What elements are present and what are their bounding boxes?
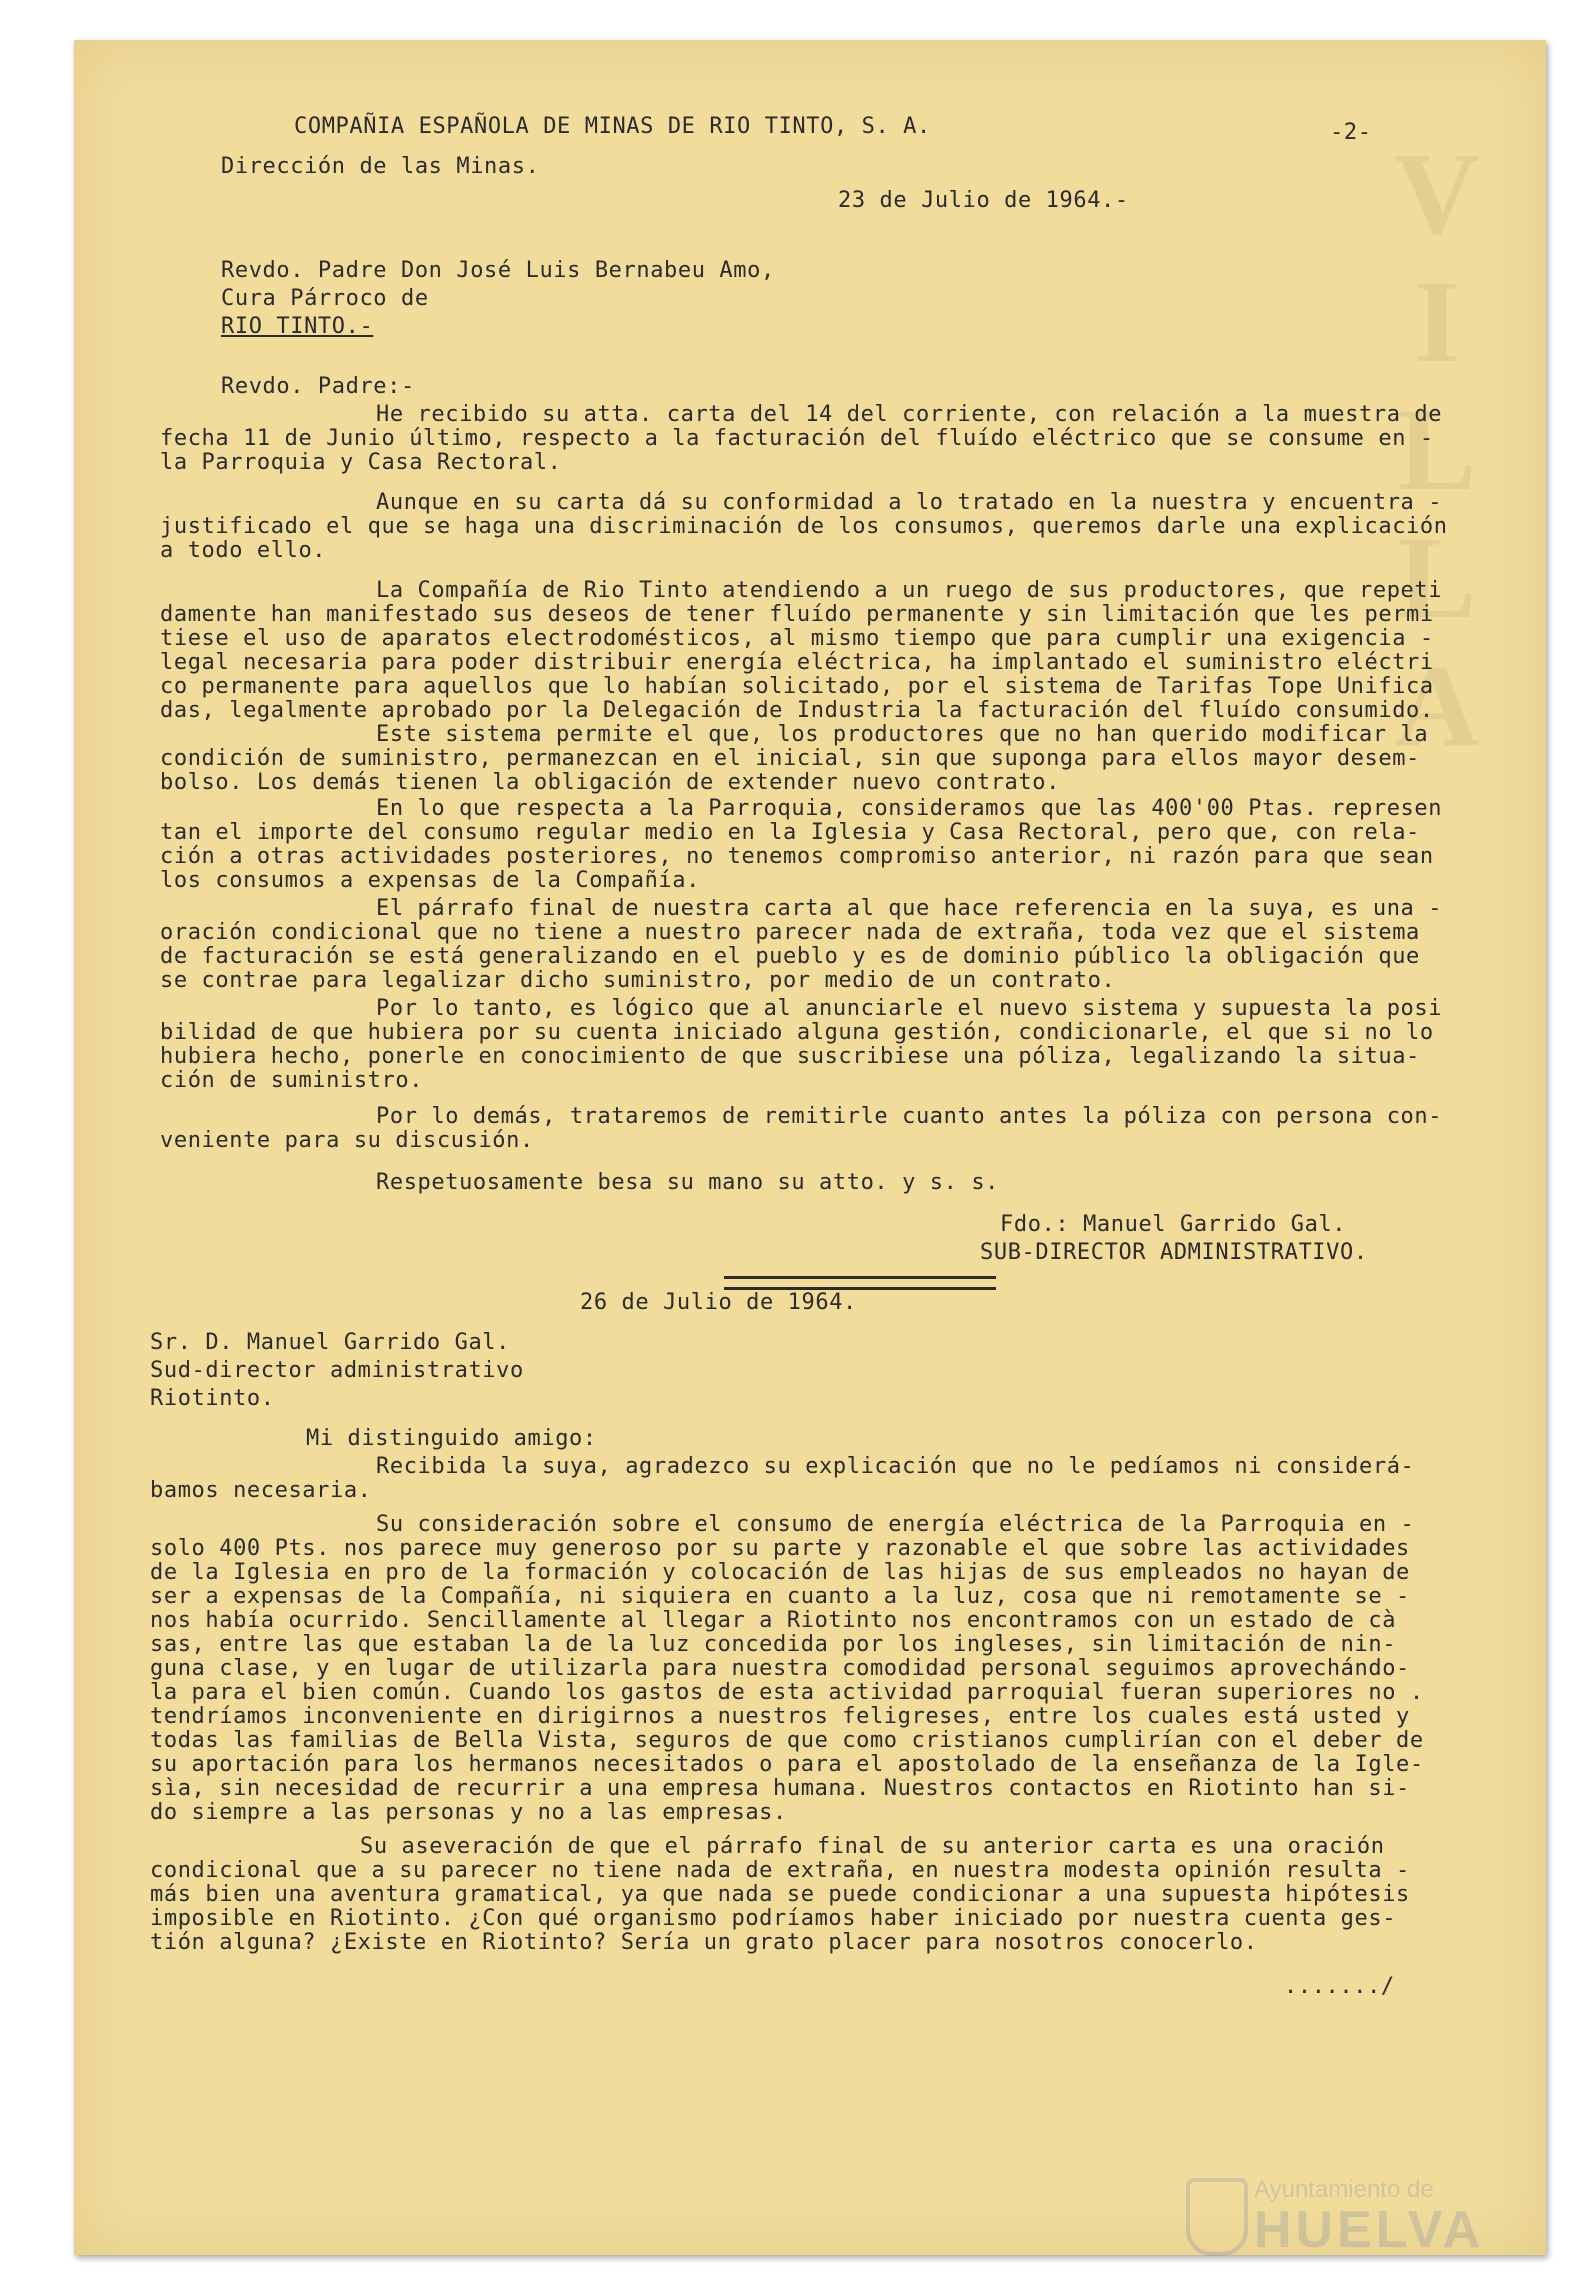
body-line: guna clase, y en lugar de utilizarla para nuestra comodidad personal seguimos aprovechándo- xyxy=(150,1656,1410,1681)
body-line: co permanente para aquellos que lo habían solicitado, por el sistema de Tarifas Tope Unifica xyxy=(160,674,1434,699)
letter1-salutation: Revdo. Padre:- xyxy=(221,374,415,399)
body-line: se contrae para legalizar dicho suministro, por medio de un contrato. xyxy=(160,968,1116,993)
body-line: nos había ocurrido. Sencillamente al llegar a Riotinto nos encontramos con un estado de cà xyxy=(150,1608,1397,1633)
body-line: bolso. Los demás tienen la obligación de extender nuevo contrato. xyxy=(160,770,1060,795)
body-line: imposible en Riotinto. ¿Con qué organismo podríamos haber iniciado por nuestra cuenta ges- xyxy=(150,1906,1397,1931)
body-line: En lo que respecta a la Parroquia, consideramos que las 400'00 Ptas. represen xyxy=(376,796,1443,821)
body-line: Por lo demás, trataremos de remitirle cuanto antes la póliza con persona con- xyxy=(376,1104,1443,1129)
body-line: do siempre a las personas y no a las empresas. xyxy=(150,1800,787,1825)
recipient-line: Cura Párroco de xyxy=(221,286,429,311)
body-line: fecha 11 de Junio último, respecto a la facturación del fluído eléctrico que se consume en - xyxy=(160,426,1434,451)
recipient-line: Sr. D. Manuel Garrido Gal. xyxy=(150,1330,510,1355)
bleed-through-lettering: V I L L A xyxy=(1394,128,1482,771)
signature-name: Fdo.: Manuel Garrido Gal. xyxy=(1000,1212,1347,1237)
recipient-line: RIO TINTO.- xyxy=(221,314,374,339)
body-line: bilidad de que hubiera por su cuenta iniciado alguna gestión, condicionarle, el que si no lo xyxy=(160,1020,1434,1045)
body-line: bamos necesaria. xyxy=(150,1478,372,1503)
letter1-date: 23 de Julio de 1964.- xyxy=(838,188,1129,213)
body-line: La Compañía de Rio Tinto atendiendo a un ruego de sus productores, que repeti xyxy=(376,578,1443,603)
body-line: damente han manifestado sus deseos de tener fluído permanente y sin limitación que les permi xyxy=(160,602,1434,627)
body-line: Su aseveración de que el párrafo final de su anterior carta es una oración xyxy=(360,1834,1385,1859)
body-line: de facturación se está generalizando en el pueblo y es de dominio público la obligación que xyxy=(160,944,1420,969)
recipient-line: Riotinto. xyxy=(150,1386,275,1411)
body-line: Aunque en su carta dá su conformidad a lo tratado en la nuestra y encuentra - xyxy=(376,490,1443,515)
body-line: ser a expensas de la Compañía, ni siquiera en cuanto a la luz, cosa que ni remotamente se - xyxy=(150,1584,1410,1609)
body-line: tendríamos inconveniente en dirigirnos a nuestros feligreses, entre los cuales está usted y xyxy=(150,1704,1410,1729)
recipient-line: Sud-director administrativo xyxy=(150,1358,524,1383)
body-line: El párrafo final de nuestra carta al que hace referencia en la suya, es una - xyxy=(376,896,1443,921)
body-line: das, legalmente aprobado por la Delegación de Industria la facturación del fluído consumido. xyxy=(160,698,1434,723)
company-name: COMPAÑIA ESPAÑOLA DE MINAS DE RIO TINTO, S. A. xyxy=(294,114,931,139)
letter-sheet xyxy=(74,40,1546,2255)
body-line: todas las familias de Bella Vista, seguros de que como cristianos cumplirían con el deber de xyxy=(150,1728,1424,1753)
body-line: más bien una aventura gramatical, ya que nada se puede condicionar a una supuesta hipótesis xyxy=(150,1882,1410,1907)
body-line: la para el bien común. Cuando los gastos de esta actividad parroquial fueran superiores no . xyxy=(150,1680,1424,1705)
body-line: los consumos a expensas de la Compañía. xyxy=(160,868,700,893)
watermark-big-text: HUELVA xyxy=(1254,2201,1485,2259)
body-line: tión alguna? ¿Existe en Riotinto? Sería un grato placer para nosotros conocerlo. xyxy=(150,1930,1258,1955)
department: Dirección de las Minas. xyxy=(221,154,540,179)
continuation-mark: ......./ xyxy=(1284,1974,1395,1999)
body-line: tiese el uso de aparatos electrodomésticos, al mismo tiempo que para cumplir una exigencia - xyxy=(160,626,1434,651)
body-line: a todo ello. xyxy=(160,538,327,563)
letter2-salutation: Mi distinguido amigo: xyxy=(306,1426,597,1451)
body-line: He recibido su atta. carta del 14 del corriente, con relación a la muestra de xyxy=(376,402,1443,427)
separator-rule xyxy=(724,1276,996,1290)
page-number: -2- xyxy=(1330,120,1372,145)
body-line: Su consideración sobre el consumo de energía eléctrica de la Parroquia en - xyxy=(376,1512,1415,1537)
body-line: tan el importe del consumo regular medio en la Iglesia y Casa Rectoral, pero que, con rela- xyxy=(160,820,1420,845)
body-line: hubiera hecho, ponerle en conocimiento de que suscribiese una póliza, legalizando la situa- xyxy=(160,1044,1420,1069)
body-line: ción de suministro. xyxy=(160,1068,424,1093)
body-line: oración condicional que no tiene a nuestro parecer nada de extraña, toda vez que el sistema xyxy=(160,920,1420,945)
letter2-date: 26 de Julio de 1964. xyxy=(580,1290,857,1315)
body-line: Por lo tanto, es lógico que al anunciarle el nuevo sistema y supuesta la posi xyxy=(376,996,1443,1021)
body-line: su aportación para los hermanos necesitados o para el apostolado de la enseñanza de la Igle- xyxy=(150,1752,1424,1777)
body-line: solo 400 Pts. nos parece muy generoso por su parte y razonable el que sobre las actividades xyxy=(150,1536,1410,1561)
body-line: Recibida la suya, agradezco su explicación que no le pedíamos ni considerá- xyxy=(376,1454,1415,1479)
body-line: legal necesaria para poder distribuir energía eléctrica, ha implantado el suministro eléctri xyxy=(160,650,1434,675)
body-line: la Parroquia y Casa Rectoral. xyxy=(160,450,562,475)
recipient-line: Revdo. Padre Don José Luis Bernabeu Amo, xyxy=(221,258,775,283)
crest-icon xyxy=(1186,2178,1248,2256)
body-line: sìa, sin necesidad de recurrir a una empresa humana. Nuestros contactos en Riotinto han si- xyxy=(150,1776,1410,1801)
body-line: condición de suministro, permanezcan en el inicial, sin que suponga para ellos mayor desem- xyxy=(160,746,1420,771)
watermark-small-text: Ayuntamiento de xyxy=(1254,2176,1434,2203)
body-line: condicional que a su parecer no tiene nada de extraña, en nuestra modesta opinión resulta - xyxy=(150,1858,1410,1883)
body-line: Este sistema permite el que, los productores que no han querido modificar la xyxy=(376,722,1429,747)
letter1-closing: Respetuosamente besa su mano su atto. y s. s. xyxy=(376,1170,1000,1195)
signature-title: SUB-DIRECTOR ADMINISTRATIVO. xyxy=(980,1240,1368,1265)
body-line: ción a otras actividades posteriores, no tenemos compromiso anterior, ni razón para que sean xyxy=(160,844,1434,869)
body-line: de la Iglesia en pro de la formación y colocación de las hijas de sus empleados no hayan de xyxy=(150,1560,1410,1585)
body-line: justificado el que se haga una discriminación de los consumos, queremos darle una explicación xyxy=(160,514,1448,539)
body-line: veniente para su discusión. xyxy=(160,1128,534,1153)
body-line: sas, entre las que estaban la de la luz concedida por los ingleses, sin limitación de nin- xyxy=(150,1632,1397,1657)
